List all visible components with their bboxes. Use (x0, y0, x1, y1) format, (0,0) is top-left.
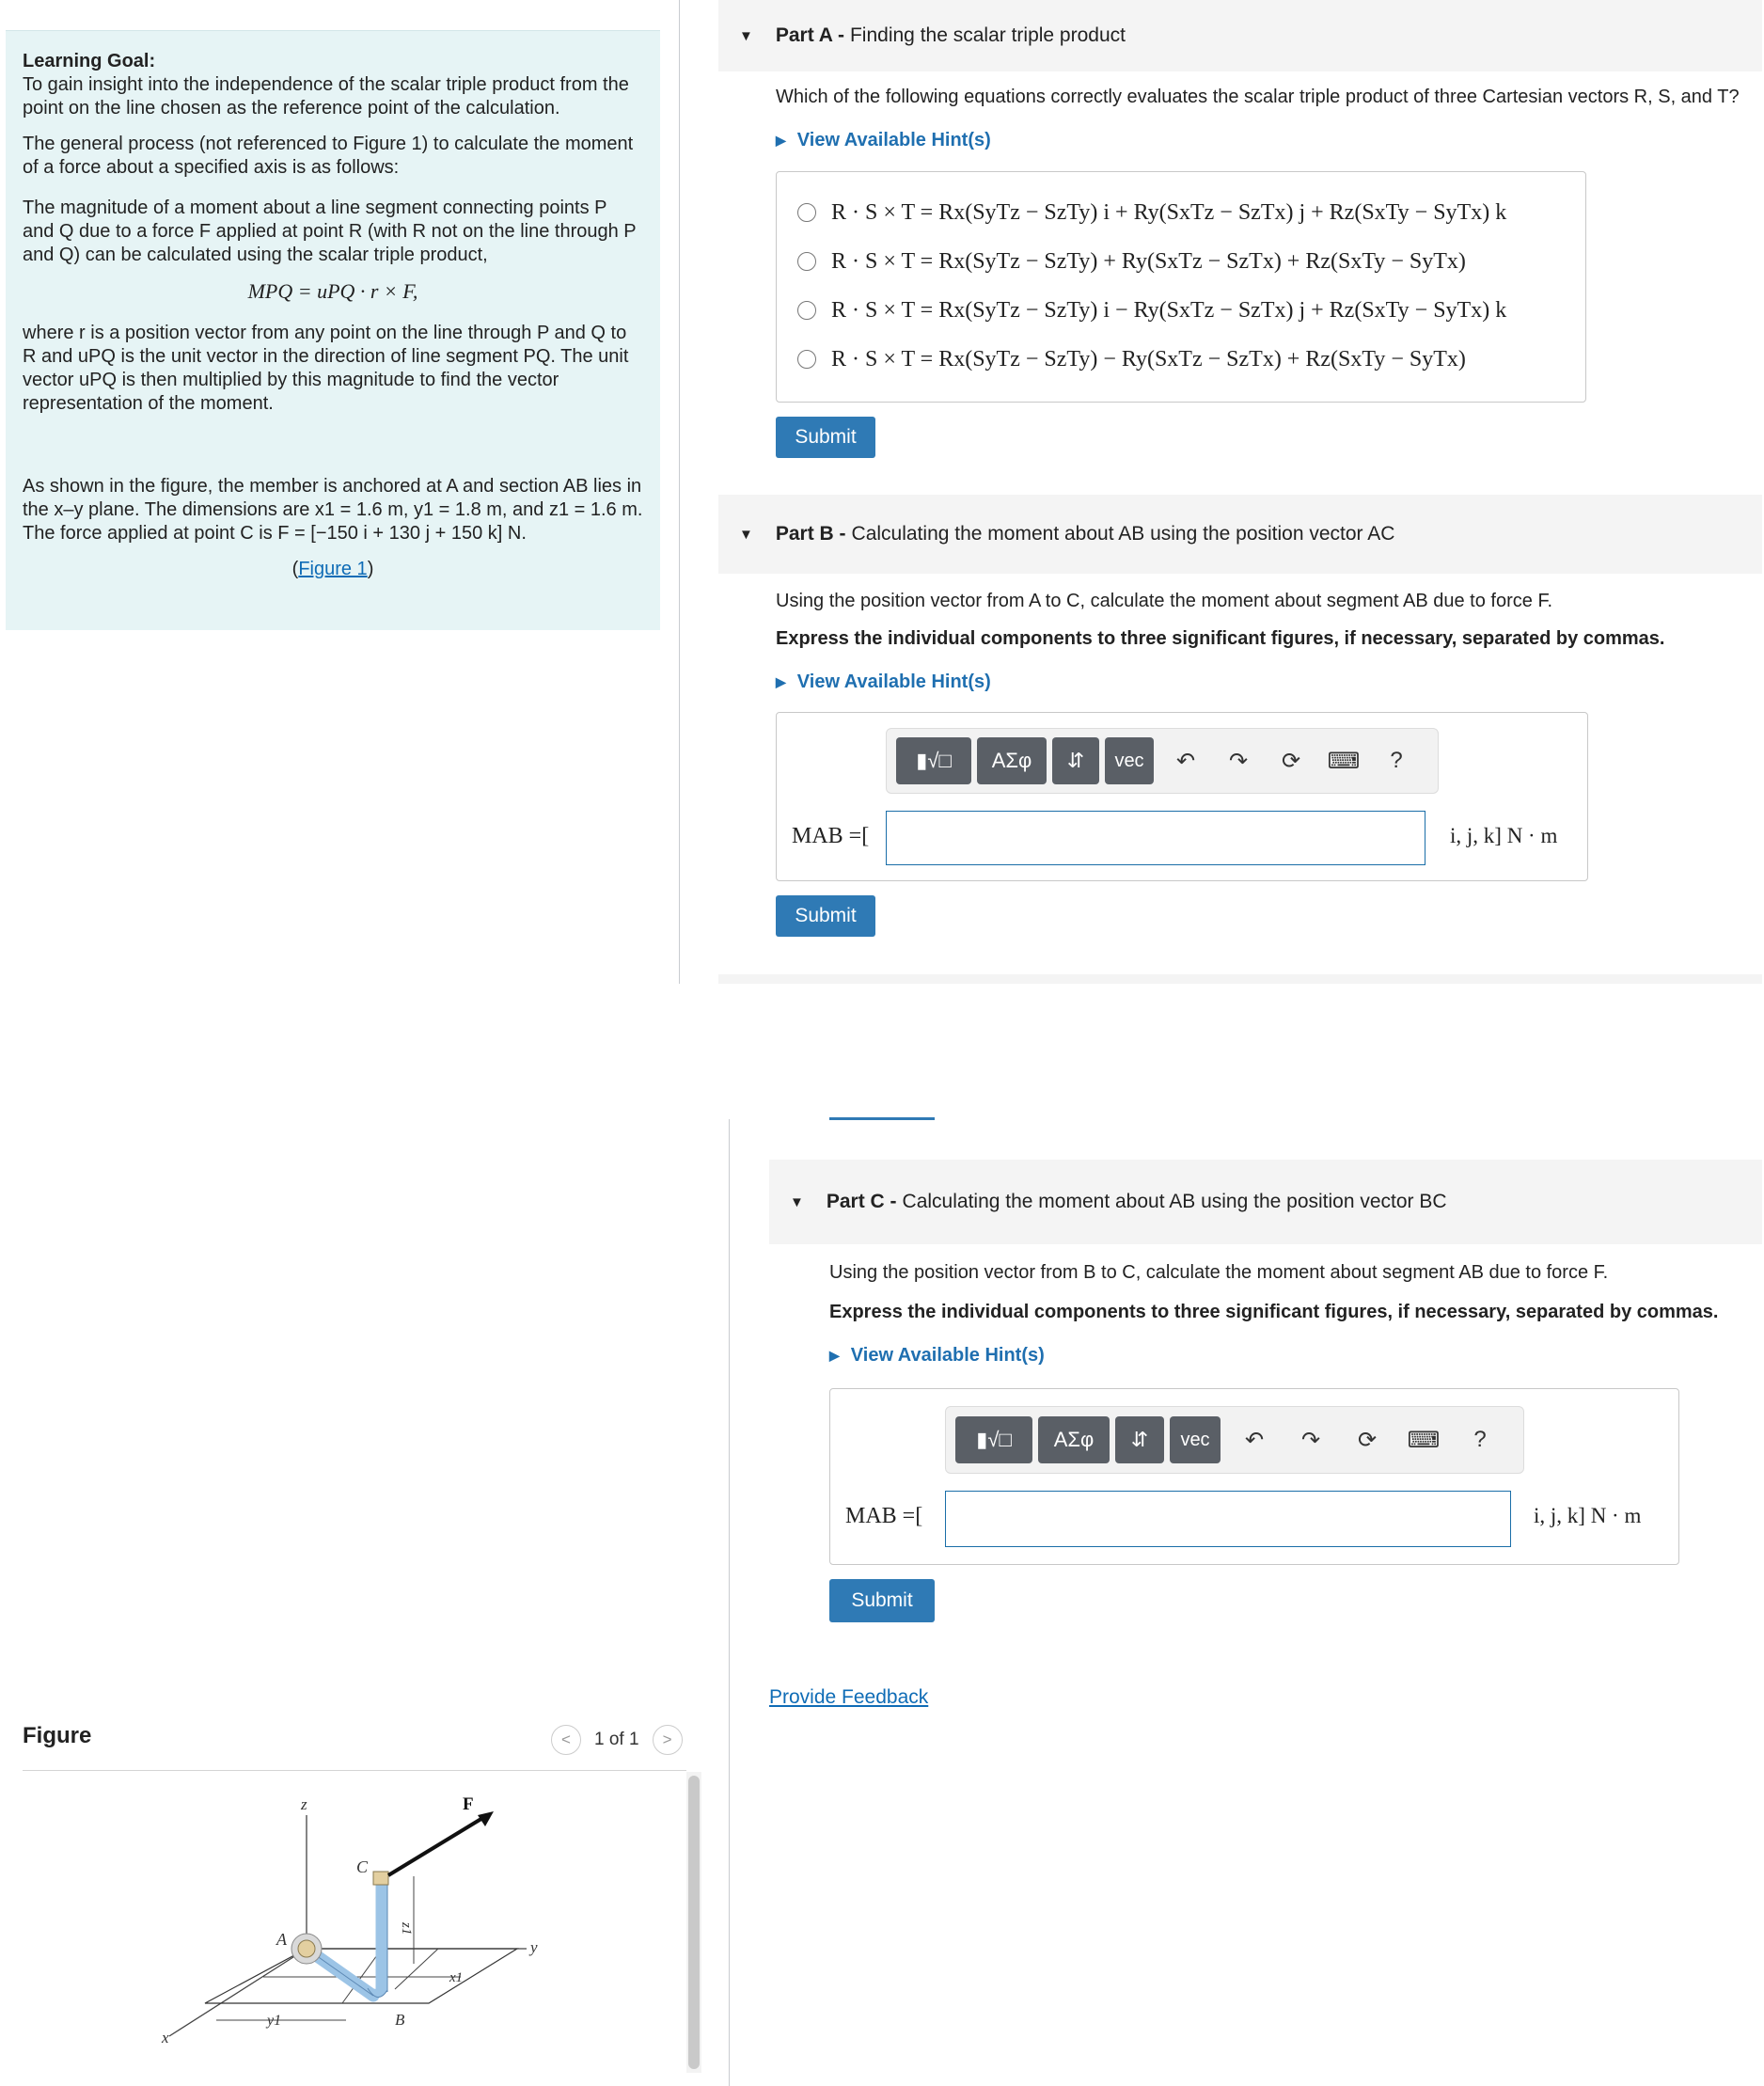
part-b-header[interactable] (718, 495, 1762, 574)
option-4[interactable] (777, 335, 1585, 384)
updown-button[interactable]: ⇵ (1115, 1416, 1164, 1463)
part-a-title: Finding the scalar triple product (849, 24, 1126, 46)
part-b-footer-bar (718, 974, 1762, 984)
collapse-triangle-icon[interactable]: ▼ (739, 27, 753, 44)
part-c-header[interactable] (769, 1160, 1762, 1244)
redo-icon[interactable]: ↷ (1228, 748, 1249, 774)
provide-feedback-link[interactable]: Provide Feedback (769, 1686, 929, 1708)
mab-answer-input[interactable] (945, 1491, 1511, 1547)
collapse-triangle-icon[interactable]: ▼ (739, 526, 753, 543)
math-toolbar (945, 1406, 1524, 1474)
next-figure-icon[interactable]: > (653, 1725, 683, 1755)
force-arrow-shaft (388, 1817, 484, 1875)
figure-pager (551, 1725, 683, 1755)
figure-link[interactable]: Figure 1 (298, 559, 368, 579)
units-label: i, j, k] N · m (1534, 1504, 1642, 1527)
figure-scrollbar-thumb[interactable] (688, 1776, 700, 2069)
part-a-options-box (776, 171, 1586, 403)
goal-process: The general process (not referenced to Figure 1) to calculate the moment of a force about a specified axis is as follows: (23, 134, 634, 178)
option-2[interactable] (777, 237, 1585, 286)
part-b-submit-button[interactable]: Submit (776, 895, 875, 937)
part-b-question: Using the position vector from A to C, calculate the moment about segment AB due to force F. (776, 591, 1552, 611)
mab-answer-input[interactable] (886, 811, 1425, 865)
updown-button[interactable]: ⇵ (1052, 737, 1099, 784)
radio-button[interactable] (797, 252, 816, 271)
goal-shown: As shown in the figure, the member is anchored at A and section AB lies in the x–y plane. The dimensions are x1 = 1.6 m, y1 = 1.8 m, and z1 = 1.6 m. The force applied at point C is F = [−150 i + 130 j + 150 k] N. (23, 476, 643, 544)
figure-title: Figure (23, 1723, 92, 1748)
option-1[interactable] (777, 188, 1585, 237)
goal-magnitude: The magnitude of a moment about a line segment connecting points P and Q due to a force F applied at point R (with R not on the line through P and Q) can be calculated using the scalar triple product, (23, 198, 637, 265)
x1-dimension (395, 1949, 438, 1989)
learning-goal-panel: Learning Goal: To gain insight into the independence of the scalar triple product from the point on the line chosen as the reference point of the calculation. The general process (not referenced to Figure 1) to calculate the moment of a force about a specified axis is as follows: The magnitude of a moment about a line segment connecting points P and Q due to a force F applied at point R (with R not on the line through P and Q) can be calculated using the scalar triple product, MPQ = uPQ · r × F, where r is a position vector from any point on the line through P and Q to R and uPQ is the unit vector in the direction of line segment PQ. The unit vector uPQ is then multiplied by this magnitude to find the vector representation of the moment. As shown in the figure, the member is anchored at A and section AB lies in the x–y plane. The dimensions are x1 = 1.6 m, y1 = 1.8 m, and z1 = 1.6 m. The force applied at point C is F = [−150 i + 130 j + 150 k] N. (Figure 1) (6, 30, 660, 630)
part-b-title: Calculating the moment about AB using the position vector AC (851, 523, 1395, 545)
help-button[interactable]: ? (1473, 1427, 1487, 1452)
radio-button[interactable] (797, 301, 816, 320)
option-text: R · S × T = Rx(SyTz − SzTy) i − Ry(SxTz − SzTx) j + Rz(SxTy − SyTx) k (831, 297, 1507, 323)
undo-icon[interactable]: ↶ (1244, 1427, 1265, 1453)
label-x: x (162, 2029, 169, 2046)
figure-diagram (113, 1796, 583, 2069)
radio-button[interactable] (797, 350, 816, 369)
goal-where: where r is a position vector from any point on the line through P and Q to R and uPQ is the unit vector in the direction of line segment PQ. The unit vector uPQ is then multiplied by this magnitude to find the vector representation of the moment. (23, 323, 629, 414)
label-y1: y1 (267, 2013, 282, 2029)
prev-figure-icon[interactable]: < (551, 1725, 581, 1755)
label-c: C (356, 1857, 369, 1876)
redo-icon[interactable]: ↷ (1300, 1427, 1321, 1453)
greek-button[interactable]: ΑΣφ (1038, 1416, 1110, 1463)
anchor-a-flange (298, 1940, 315, 1957)
greek-button[interactable]: ΑΣφ (977, 737, 1047, 784)
figure-scrollbar-track[interactable] (686, 1772, 701, 2073)
label-y: y (530, 1938, 538, 1956)
part-b-label: Part B - (775, 523, 846, 545)
collapse-triangle-icon[interactable]: ▼ (790, 1193, 804, 1210)
part-a-label: Part A - (775, 24, 844, 46)
tab-underline (829, 1117, 935, 1120)
undo-icon[interactable]: ↶ (1175, 748, 1196, 774)
expand-arrow-icon: ▶ (776, 133, 786, 148)
templates-button[interactable]: ▮√□ (896, 737, 971, 784)
label-b: B (395, 2011, 405, 2029)
part-c-label: Part C - (826, 1191, 897, 1212)
part-a-question: Which of the following equations correctly evaluates the scalar triple product of three Cartesian vectors R, S, and T? (776, 87, 1740, 107)
keyboard-icon[interactable]: ⌨ (1407, 1427, 1441, 1453)
label-z: z (301, 1796, 307, 1813)
part-b-instruction: Express the individual components to three significant figures, if necessary, separated by commas. (776, 628, 1665, 649)
keyboard-icon[interactable]: ⌨ (1327, 748, 1361, 774)
expand-arrow-icon: ▶ (776, 674, 786, 689)
pager-text: 1 of 1 (594, 1730, 639, 1749)
part-b-answer-box (776, 712, 1588, 881)
expand-arrow-icon: ▶ (829, 1348, 840, 1363)
column-divider-lower (729, 1119, 730, 2086)
part-c-hint-toggle[interactable] (829, 1345, 1045, 1367)
hint-label: View Available Hint(s) (796, 130, 991, 150)
column-divider (679, 0, 680, 984)
vec-button[interactable]: vec (1170, 1416, 1221, 1463)
label-x1: x1 (449, 1970, 464, 1985)
reset-icon[interactable]: ⟳ (1281, 748, 1301, 774)
elbow-c (373, 1872, 388, 1885)
figure-divider (23, 1770, 686, 1771)
mab-label: MAB =[ (792, 824, 870, 848)
label-f: F (463, 1796, 474, 1814)
part-a-submit-button[interactable]: Submit (776, 417, 875, 458)
part-a-header[interactable] (718, 0, 1762, 71)
xy-plane (205, 1949, 517, 2003)
reset-icon[interactable]: ⟳ (1357, 1427, 1378, 1453)
part-c-answer-box (829, 1388, 1679, 1565)
moment-equation: MPQ = uPQ · r × F, (247, 279, 418, 303)
label-a: A (276, 1930, 287, 1949)
radio-button[interactable] (797, 203, 816, 222)
option-text: R · S × T = Rx(SyTz − SzTy) − Ry(SxTz − SzTx) + Rz(SxTy − SyTx) (831, 346, 1466, 371)
hint-label: View Available Hint(s) (850, 1345, 1045, 1366)
label-z1: z1 (399, 1922, 414, 1936)
mab-label: MAB =[ (845, 1504, 923, 1528)
part-c-instruction: Express the individual components to three significant figures, if necessary, separated by commas. (829, 1302, 1719, 1322)
templates-button[interactable]: ▮√□ (955, 1416, 1032, 1463)
goal-title: Learning Goal: (23, 51, 156, 71)
help-button[interactable]: ? (1390, 748, 1403, 773)
hint-label: View Available Hint(s) (796, 672, 991, 692)
option-text: R · S × T = Rx(SyTz − SzTy) + Ry(SxTz − SzTx) + Rz(SxTy − SyTx) (831, 248, 1466, 274)
math-toolbar (886, 728, 1439, 794)
vec-button[interactable]: vec (1105, 737, 1154, 784)
part-b-hint-toggle[interactable] (776, 672, 991, 693)
part-c-question: Using the position vector from B to C, calculate the moment about segment AB due to force F. (829, 1262, 1609, 1283)
part-c-title: Calculating the moment about AB using the position vector BC (902, 1191, 1447, 1212)
units-label: i, j, k] N · m (1450, 824, 1558, 847)
part-c-submit-button[interactable]: Submit (829, 1579, 935, 1622)
option-3[interactable] (777, 286, 1585, 335)
part-a-hint-toggle[interactable] (776, 130, 991, 151)
x-axis (169, 1949, 307, 2036)
option-text: R · S × T = Rx(SyTz − SzTy) i + Ry(SxTz − SzTx) j + Rz(SxTy − SyTx) k (831, 199, 1507, 225)
goal-intro: To gain insight into the independence of the scalar triple product from the point on the line chosen as the reference point of the calculation. (23, 74, 629, 119)
